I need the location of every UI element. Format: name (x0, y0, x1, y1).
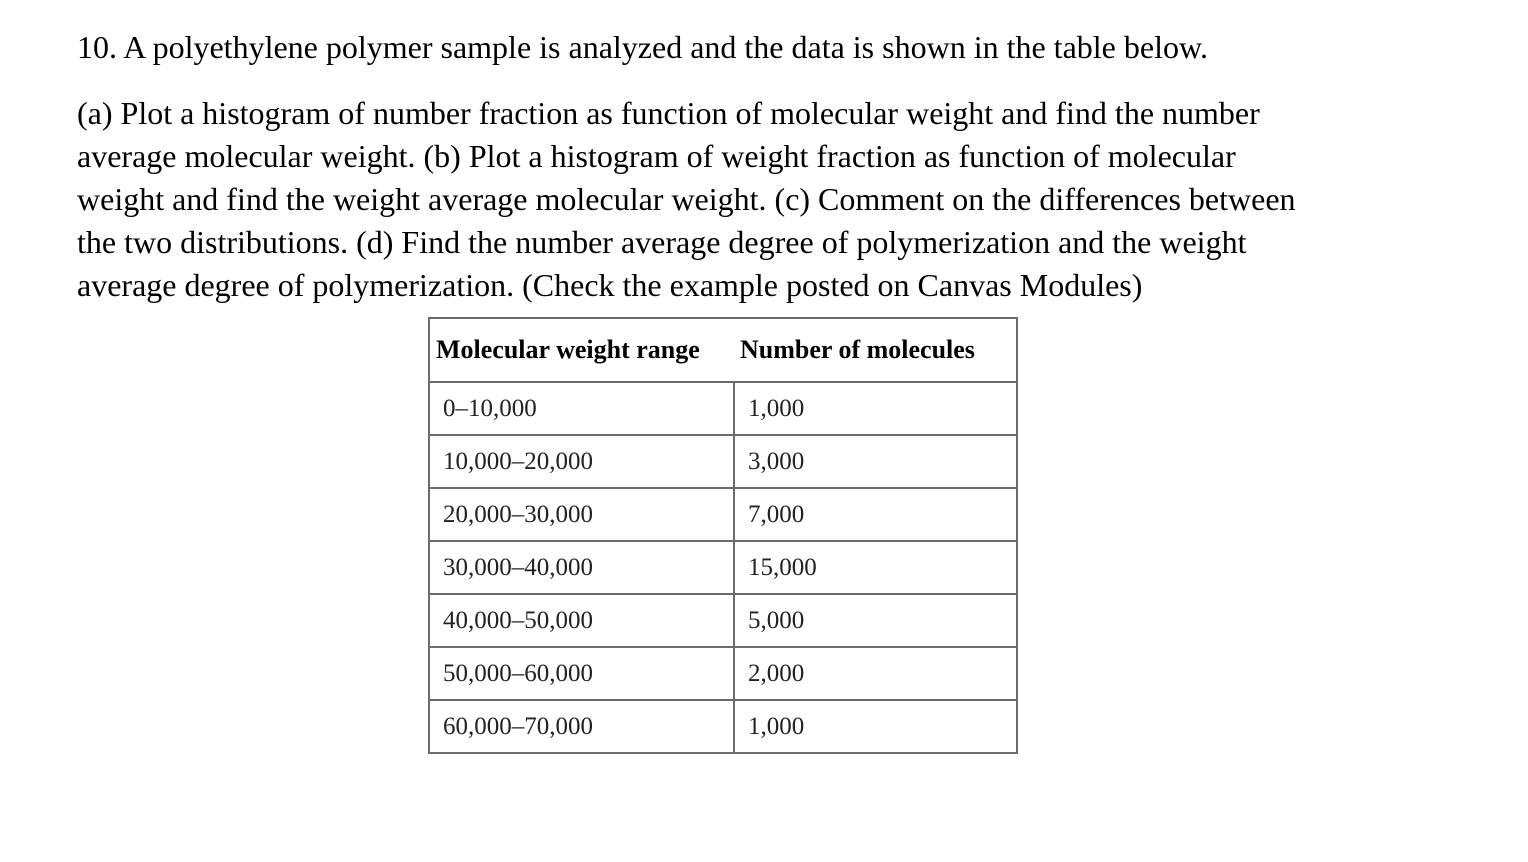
table-row (429, 435, 1017, 488)
table-row (429, 647, 1017, 700)
question-body-line: weight and find the weight average molecular weight. (c) Comment on the differences between (77, 181, 1296, 217)
table-row (429, 541, 1017, 594)
table-row (429, 594, 1017, 647)
table-row (429, 700, 1017, 753)
table-body (429, 382, 1017, 753)
cell-molecule-count: 3,000 (734, 435, 1017, 488)
molecular-weight-table (428, 317, 1018, 754)
header-number-of-molecules: Number of molecules (734, 318, 1017, 382)
table-header (429, 318, 1017, 382)
cell-weight-range: 10,000–20,000 (429, 435, 734, 488)
question-body (77, 92, 1477, 307)
cell-weight-range: 60,000–70,000 (429, 700, 734, 753)
cell-weight-range: 20,000–30,000 (429, 488, 734, 541)
cell-weight-range: 40,000–50,000 (429, 594, 734, 647)
cell-weight-range: 0–10,000 (429, 382, 734, 435)
question-body-line: (a) Plot a histogram of number fraction as function of molecular weight and find the number (77, 95, 1260, 131)
question-heading: 10. A polyethylene polymer sample is analyzed and the data is shown in the table below. (77, 29, 1208, 65)
cell-weight-range: 50,000–60,000 (429, 647, 734, 700)
cell-molecule-count: 1,000 (734, 382, 1017, 435)
cell-molecule-count: 7,000 (734, 488, 1017, 541)
question-body-line: average degree of polymerization. (Check the example posted on Canvas Modules) (77, 267, 1143, 303)
table-row (429, 488, 1017, 541)
cell-molecule-count: 15,000 (734, 541, 1017, 594)
question-body-line: average molecular weight. (b) Plot a histogram of weight fraction as function of molecular (77, 138, 1236, 174)
table-row (429, 382, 1017, 435)
cell-molecule-count: 1,000 (734, 700, 1017, 753)
cell-molecule-count: 2,000 (734, 647, 1017, 700)
header-molecular-weight-range: Molecular weight range (429, 318, 734, 382)
cell-molecule-count: 5,000 (734, 594, 1017, 647)
question-body-line: the two distributions. (d) Find the number average degree of polymerization and the weight (77, 224, 1247, 260)
table-header-row (429, 318, 1017, 382)
cell-weight-range: 30,000–40,000 (429, 541, 734, 594)
